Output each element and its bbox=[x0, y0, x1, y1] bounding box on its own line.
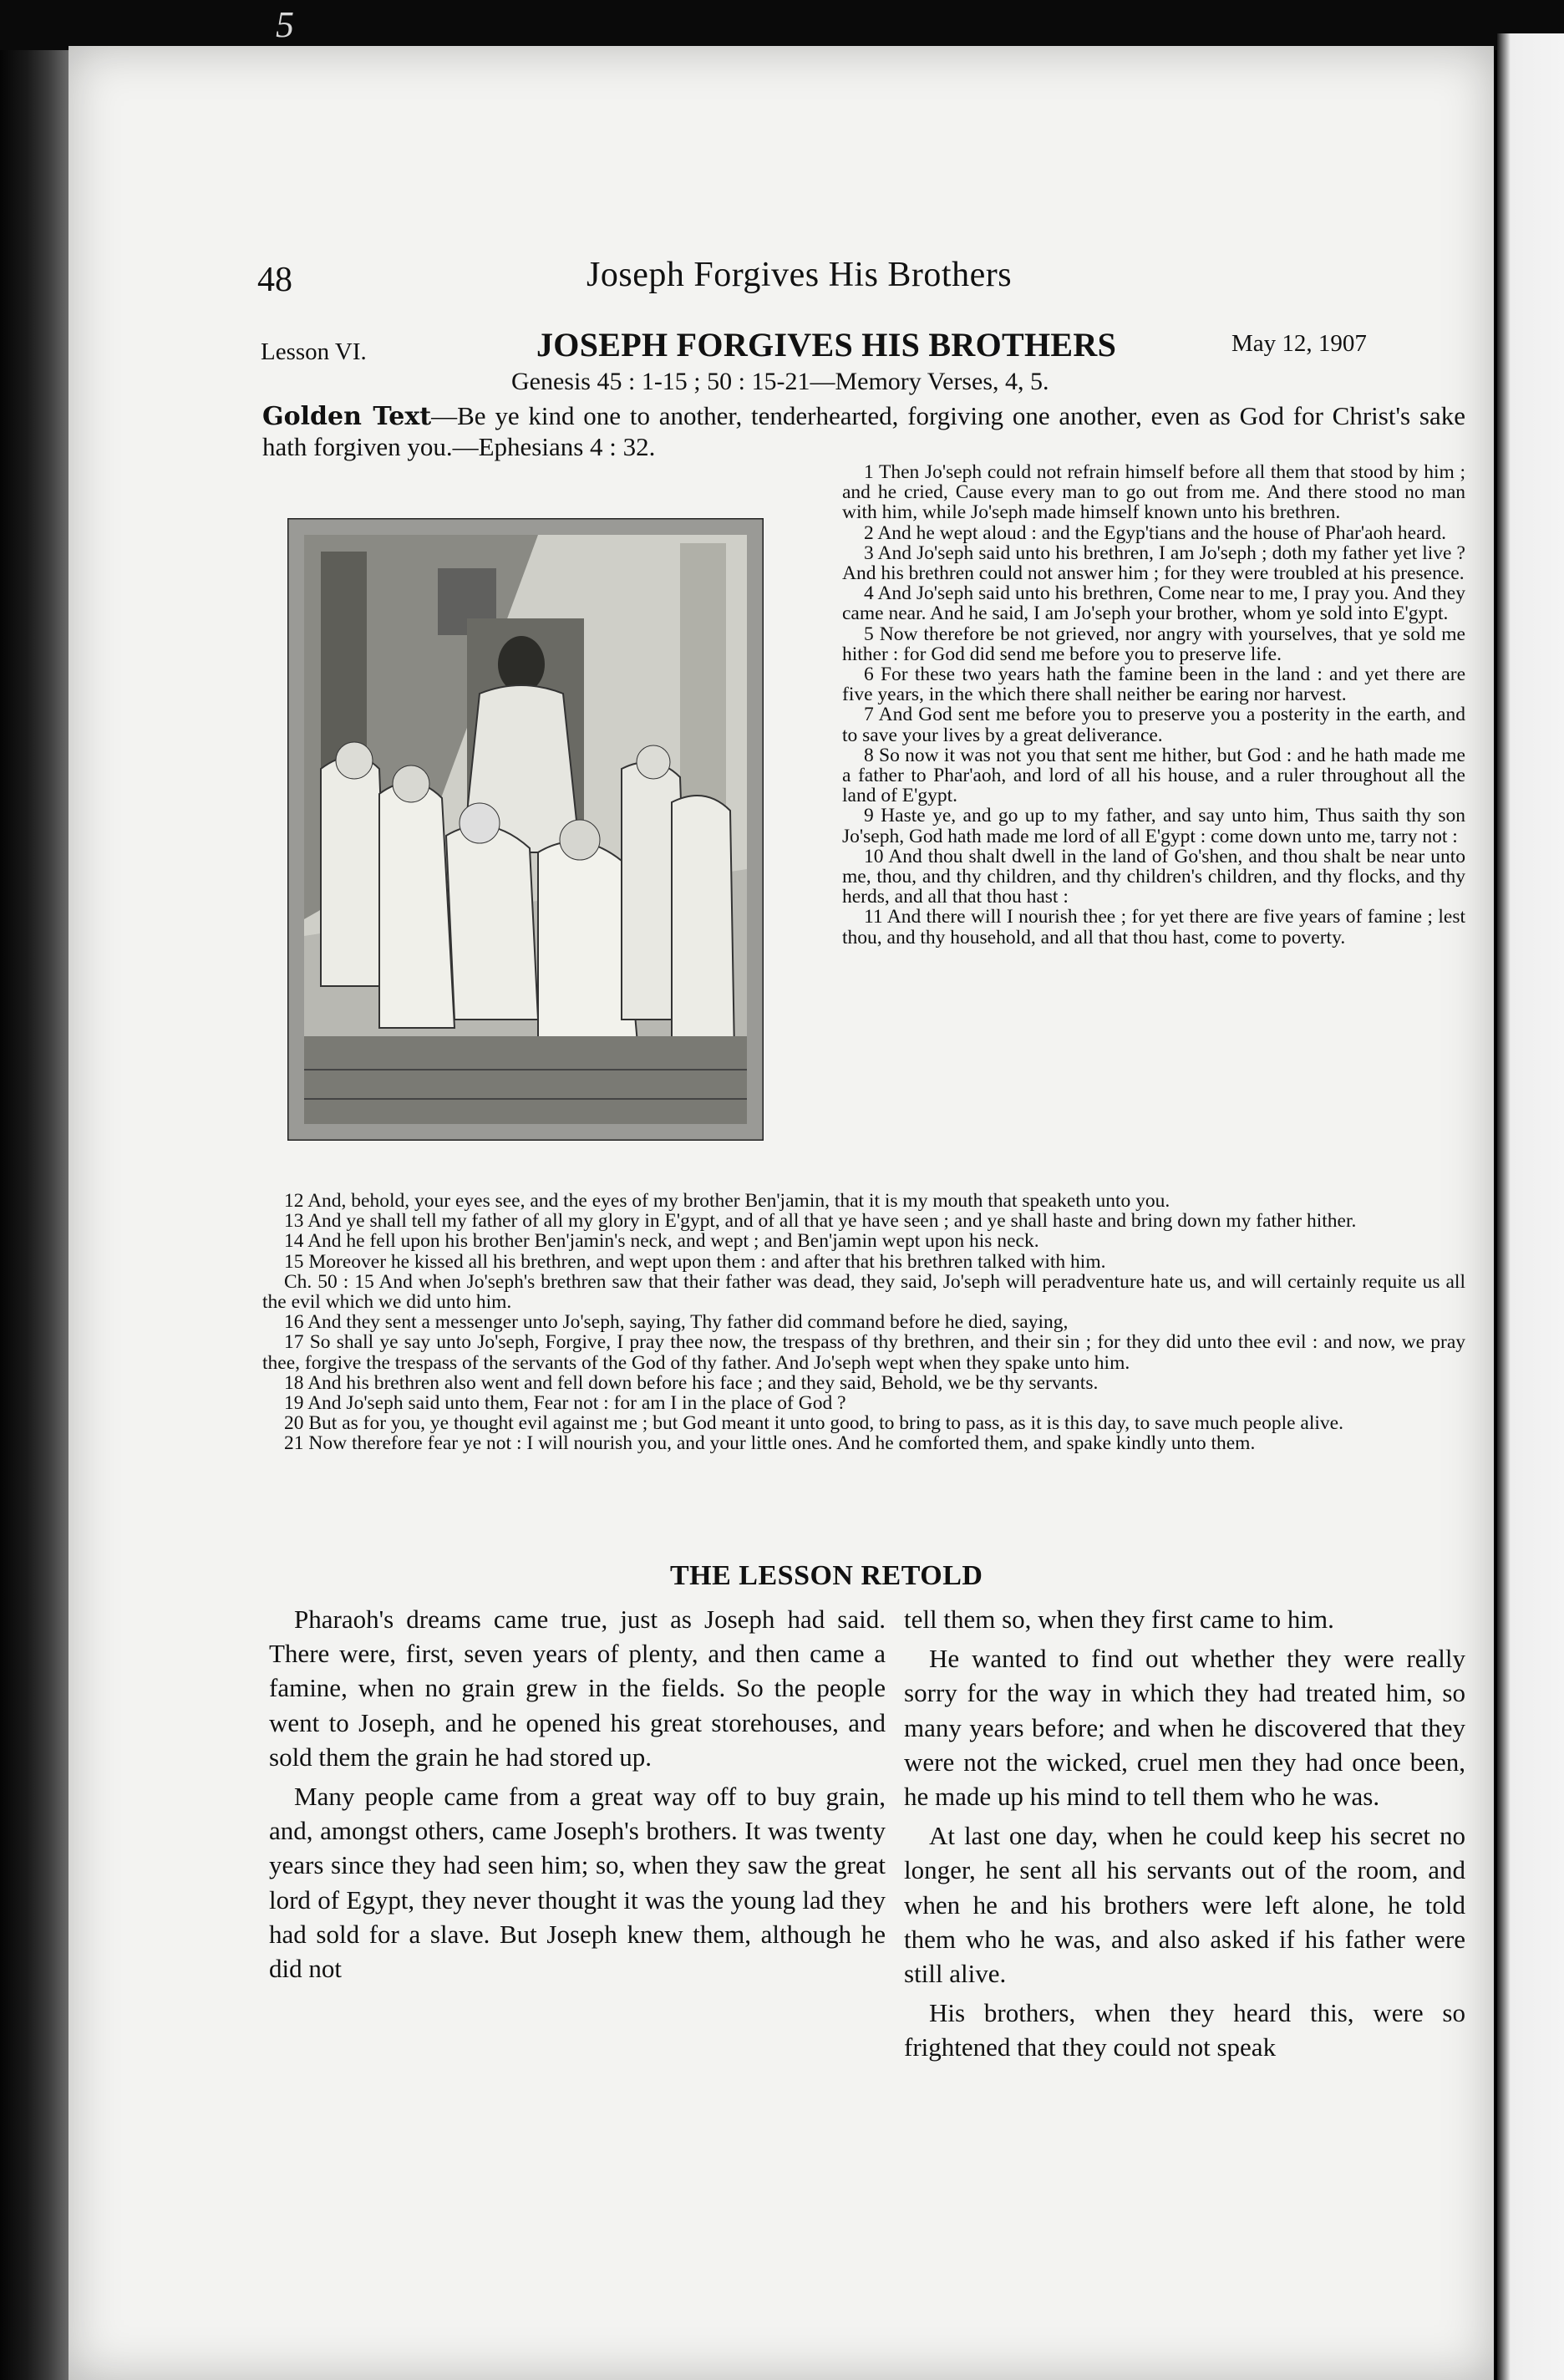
lesson-title: JOSEPH FORGIVES HIS BROTHERS bbox=[536, 326, 1117, 364]
scan-border-top bbox=[0, 0, 1564, 50]
running-title: Joseph Forgives His Brothers bbox=[586, 256, 1013, 294]
verse: 10 And thou shalt dwell in the land of Go'shen, and thou shalt be near unto me, thou, and thy children, and thy children's children, and thy flocks, and thy herds, and all that thou hast : bbox=[842, 845, 1465, 908]
page-number: 48 bbox=[257, 261, 292, 299]
verse: 19 And Jo'seph said unto them, Fear not : for am I in the place of God ? bbox=[284, 1392, 846, 1415]
retold-right-column bbox=[904, 1602, 1465, 2070]
retold-paragraph: Many people came from a great way off to buy grain, and, amongst others, came Joseph's brothers. It was twenty years since they had seen him; so, when they saw the great lord of Egypt, they never thought it was the young lad they had sold for a slave. But Joseph knew them, although he did not bbox=[269, 1782, 886, 1984]
lesson-retold-heading: THE LESSON RETOLD bbox=[670, 1560, 983, 1591]
verse: 7 And God sent me before you to preserve you a posterity in the earth, and to save your lives by a great deliverance. bbox=[842, 704, 1465, 746]
retold-paragraph: At last one day, when he could keep his secret no longer, he sent all his servants out of the room, and when he and his brothers were left alone, he told them who he was, and also asked if his father were still alive. bbox=[904, 1821, 1465, 1989]
verse: 15 Moreover he kissed all his brethren, and wept upon them : and after that his brethren talked with him. bbox=[284, 1250, 1106, 1273]
scripture-reference: Genesis 45 : 1-15 ; 50 : 15-21—Memory Verses, 4, 5. bbox=[511, 368, 1049, 395]
lesson-number: Lesson VI. bbox=[261, 338, 367, 365]
verse: 21 Now therefore fear ye not : I will nourish you, and your little ones. And he comforted them, and spake kindly unto them. bbox=[284, 1432, 1256, 1455]
verse: 16 And they sent a messenger unto Jo'seph, saying, Thy father did command before he died, saying, bbox=[284, 1311, 1069, 1334]
joseph-revealing-himself-engraving-icon bbox=[287, 518, 764, 1141]
golden-text-label: Golden Text bbox=[262, 402, 432, 431]
retold-paragraph: His brothers, when they heard this, were so frightened that they could not speak bbox=[904, 1998, 1465, 2062]
verse: 17 So shall ye say unto Jo'seph, Forgive, I pray thee now, the trespass of thy brethren, and their sin ; for they did unto thee evil : and now, we pray thee, forgive the trespass of the servants of the God of thy father. And Jo'seph wept when they spake unto him. bbox=[262, 1331, 1465, 1374]
scripture-verses-full-width bbox=[262, 1191, 1465, 1454]
golden-text-body: —Be ye kind one to another, tenderhearted, forgiving one another, even as God for Christ's sake hath forgiven you.—Ephesians 4 : 32. bbox=[262, 401, 1465, 461]
verse: 5 Now therefore be not grieved, nor angry with yourselves, that ye sold me hither : for God did send me before you to preserve life. bbox=[842, 623, 1465, 665]
retold-paragraph: He wanted to find out whether they were really sorry for the way in which they had treated him, so many years before; and when he discovered that they were not the wicked, cruel men they had once been, he made up his mind to tell them who he was. bbox=[904, 1644, 1465, 1812]
retold-paragraph: tell them so, when they first came to him. bbox=[904, 1604, 1334, 1634]
verse: Ch. 50 : 15 And when Jo'seph's brethren saw that their father was dead, they said, Jo'seph will peradventure hate us, and will certainly requite us all the evil which we did unto him. bbox=[262, 1270, 1465, 1314]
reel-mark: 5 bbox=[276, 4, 294, 45]
verse: 1 Then Jo'seph could not refrain himself before all them that stood by him ; and he cried, Cause every man to go out from me. And there stood no man with him, while Jo'seph made himself known unto his brethren. bbox=[842, 461, 1465, 524]
verse: 2 And he wept aloud : and the Egyp'tians and the house of Phar'aoh heard. bbox=[864, 521, 1446, 544]
verse: 3 And Jo'seph said unto his brethren, I am Jo'seph ; doth my father yet live ? And his brethren could not answer him ; for they were troubled at his presence. bbox=[842, 542, 1465, 585]
verse: 9 Haste ye, and go up to my father, and say unto him, Thus saith thy son Jo'seph, God hath made me lord of all E'gypt : come down unto me, tarry not : bbox=[842, 805, 1465, 847]
retold-left-column bbox=[269, 1602, 886, 1991]
verse: 18 And his brethren also went and fell down before his face ; and they said, Behold, we be thy servants. bbox=[284, 1371, 1099, 1394]
verse: 6 For these two years hath the famine been in the land : and yet there are five years, in the which there shall neither be earing nor harvest. bbox=[842, 664, 1465, 706]
verse: 12 And, behold, your eyes see, and the eyes of my brother Ben'jamin, that it is my mouth that speaketh unto you. bbox=[284, 1190, 1170, 1212]
verse: 20 But as for you, ye thought evil against me ; but God meant it unto good, to bring to pass, as it is this day, to save much people alive. bbox=[284, 1412, 1343, 1435]
verse: 11 And there will I nourish thee ; for yet there are five years of famine ; lest thou, and thy household, and all that thou hast, come to poverty. bbox=[842, 906, 1465, 948]
retold-paragraph: Pharaoh's dreams came true, just as Joseph had said. There were, first, seven years of plenty, and then came a famine, when no grain grew in the fields. So the people went to Joseph, and he opened his great storehouses, and sold them the grain he had stored up. bbox=[269, 1604, 886, 1772]
book-binding-shadow bbox=[0, 50, 69, 2380]
verse: 8 So now it was not you that sent me hither, but God : and he hath made me a father to Phar'aoh, and lord of all his house, and a ruler throughout all the land of E'gypt. bbox=[842, 744, 1465, 807]
adjacent-page-edge bbox=[1497, 33, 1564, 2380]
golden-text bbox=[262, 401, 1465, 462]
book-page bbox=[69, 46, 1494, 2380]
verse: 4 And Jo'seph said unto his brethren, Come near to me, I pray you. And they came near. And he said, I am Jo'seph your brother, whom ye sold into E'gypt. bbox=[842, 582, 1465, 625]
scripture-verses-right-column bbox=[842, 462, 1465, 948]
lesson-date: May 12, 1907 bbox=[1231, 330, 1367, 357]
verse: 14 And he fell upon his brother Ben'jamin's neck, and wept ; and Ben'jamin wept upon his neck. bbox=[284, 1230, 1039, 1253]
verse: 13 And ye shall tell my father of all my glory in E'gypt, and of all that ye have seen ; and ye shall haste and bring down my father hither. bbox=[284, 1210, 1357, 1233]
